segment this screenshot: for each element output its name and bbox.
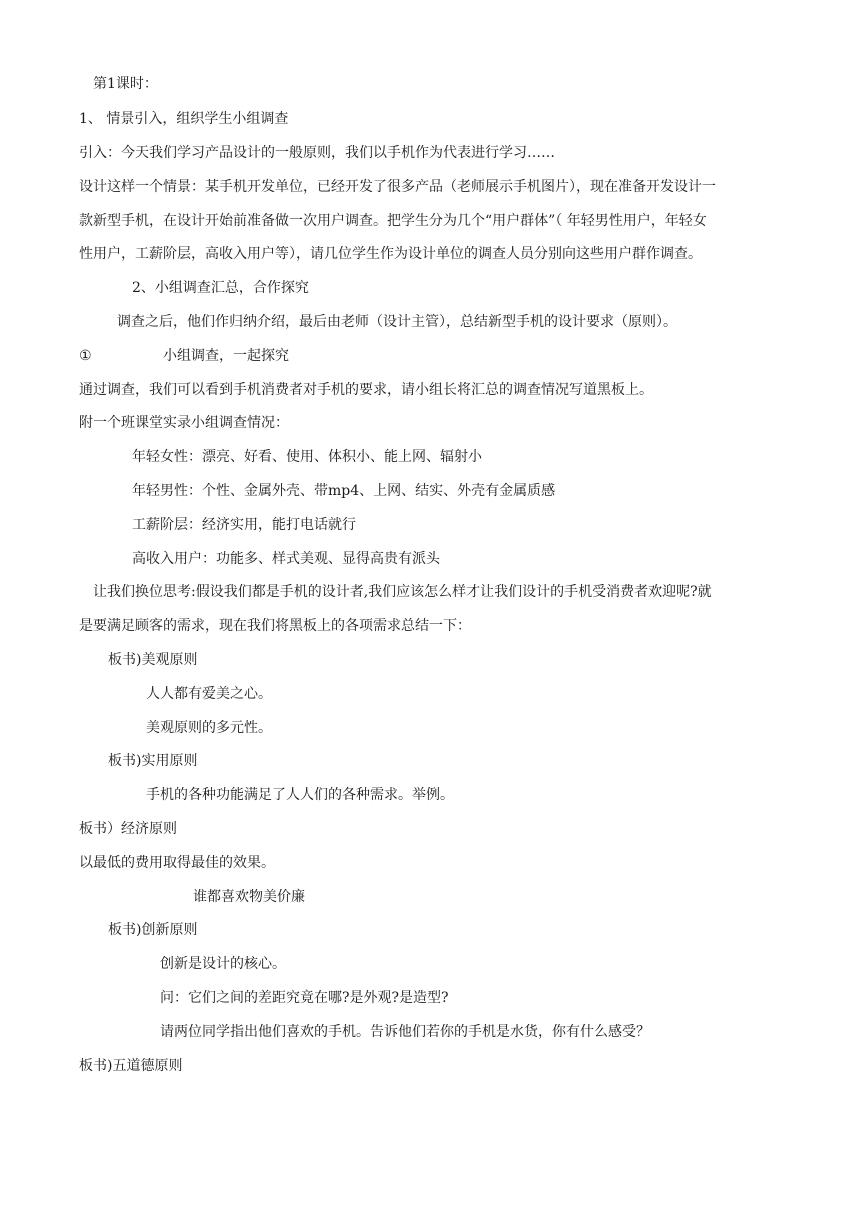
scenario-line-2: 款新型手机，在设计开始前准备做一次用户调查。把学生分为几个“用户群体”（ 年轻男性用户，年轻女 — [79, 213, 707, 229]
step1-number: ① — [79, 348, 92, 364]
survey-record-intro: 附一个班课堂实录小组调查情况： — [79, 415, 289, 431]
principle-ethics: 板书)五道德原则 — [79, 1058, 183, 1074]
lesson-title: 第1课时： — [93, 76, 158, 92]
survey-result-item: 工薪阶层：经济实用，能打电话就行 — [132, 517, 356, 533]
survey-result-item: 年轻女性：漂亮、好看、使用、体积小、能上网、辐射小 — [132, 449, 482, 465]
aesthetic-note-2: 美观原则的多元性。 — [146, 720, 272, 736]
economic-note-1: 以最低的费用取得最佳的效果。 — [79, 855, 275, 871]
survey-result-item: 高收入用户：功能多、样式美观、显得高贵有派头 — [132, 551, 440, 567]
practical-note: 手机的各种功能满足了人人们的各种需求。举例。 — [146, 787, 454, 803]
step1-line — [79, 346, 289, 366]
section2-heading: 2、小组调查汇总，合作探究 — [132, 280, 309, 296]
section1-heading: 1、 情景引入，组织学生小组调查 — [79, 111, 289, 127]
reflection-line-2: 是要满足顾客的需求，现在我们将黑板上的各项需求总结一下： — [79, 618, 471, 634]
aesthetic-note-1: 人人都有爱美之心。 — [146, 686, 272, 702]
intro-text: 引入：今天我们学习产品设计的一般原则，我们以手机作为代表进行学习…… — [79, 145, 555, 161]
economic-note-2: 谁都喜欢物美价廉 — [193, 889, 305, 905]
principle-aesthetic: 板书)美观原则 — [108, 652, 198, 668]
summary-text: 调查之后，他们作归纳介绍，最后由老师（设计主管），总结新型手机的设计要求（原则）。 — [117, 314, 677, 330]
principle-practical: 板书)实用原则 — [108, 753, 198, 769]
scenario-line-1: 设计这样一个情景：某手机开发单位，已经开发了很多产品（老师展示手机图片），现在准备开发设计一 — [79, 179, 716, 195]
principle-innovation: 板书)创新原则 — [108, 922, 198, 938]
principle-economic: 板书）经济原则 — [79, 821, 177, 837]
innovation-note-2: 问：它们之间的差距究竟在哪?是外观?是造型? — [160, 990, 449, 1006]
reflection-line-1: 让我们换位思考:假设我们都是手机的设计者,我们应该怎么样才让我们设计的手机受消费者欢迎呢?就 — [93, 584, 712, 600]
scenario-line-3: 性用户，工薪阶层，高收入用户等），请几位学生作为设计单位的调查人员分别向这些用户群作调查。 — [79, 246, 702, 262]
innovation-note-1: 创新是设计的核心。 — [160, 956, 286, 972]
survey-instruction: 通过调查，我们可以看到手机消费者对手机的要求，请小组长将汇总的调查情况写道黑板上。 — [79, 382, 653, 398]
step1-text: 小组调查，一起探究 — [163, 348, 289, 364]
innovation-note-3: 请两位同学指出他们喜欢的手机。告诉他们若你的手机是水货，你有什么感受？ — [160, 1024, 650, 1040]
survey-result-item: 年轻男性：个性、金属外壳、带mp4、上网、结实、外壳有金属质感 — [132, 483, 556, 499]
